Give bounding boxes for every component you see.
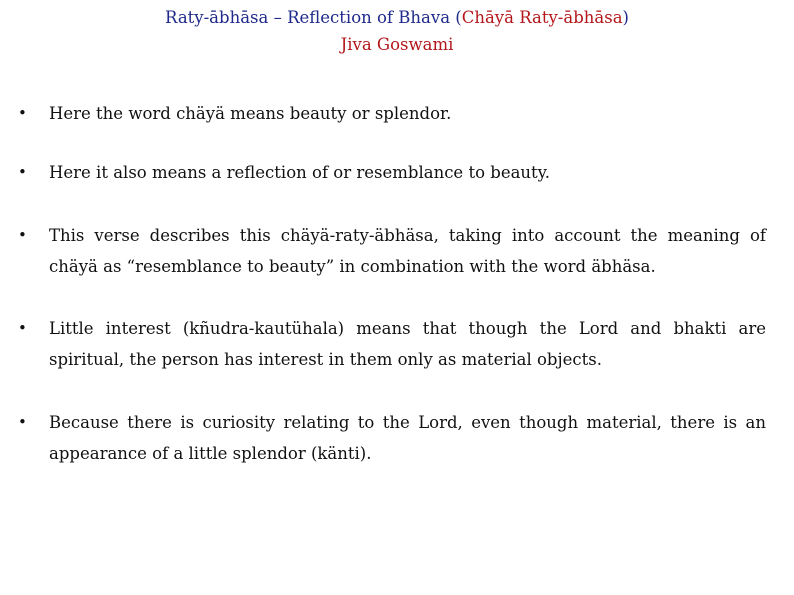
- bullet-text: Because there is curiosity relating to the Lord, even though material, there is an appearance of a little splendor (känti).: [49, 413, 766, 463]
- bullet-icon: •: [18, 163, 27, 181]
- bullet-text: Little interest (kñudra-kautühala) means that though the Lord and bhakti are spiritual, the person has interest in them only as material objects.: [49, 319, 766, 369]
- title-close: ): [622, 8, 629, 27]
- bullet-text: This verse describes this chäyä-raty-äbhäsa, taking into account the meaning of chäyä as “resemblance to beauty” in combination with the word äbhäsa.: [49, 226, 766, 276]
- slide-author: Jiva Goswami: [340, 35, 454, 54]
- bullet-text: Here the word chäyä means beauty or splendor.: [49, 104, 452, 123]
- bullet-icon: •: [18, 319, 27, 337]
- bullet-icon: •: [18, 413, 27, 431]
- bullet-icon: •: [18, 226, 27, 244]
- bullet-icon: •: [18, 104, 27, 122]
- title-highlight: Chāyā Raty-ābhāsa: [461, 8, 623, 27]
- bullet-text: Here it also means a reflection of or resemblance to beauty.: [49, 163, 551, 182]
- title-main: Raty-ābhāsa – Reflection of Bhava (: [165, 8, 462, 27]
